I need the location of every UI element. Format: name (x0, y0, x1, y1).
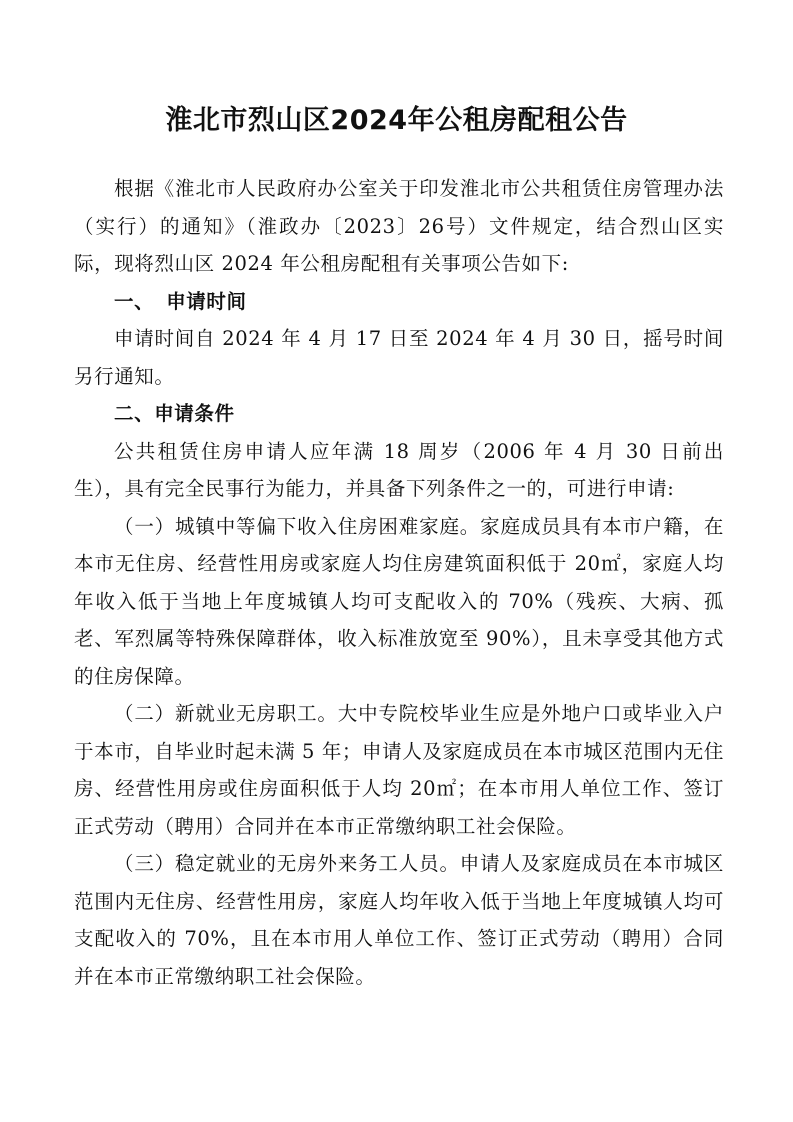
intro-paragraph: 根据《淮北市人民政府办公室关于印发淮北市公共租赁住房管理办法（实行）的通知》（淮政办〔2023〕26号）文件规定，结合烈山区实际，现将烈山区 2024 年公租房配租有关事项公告如下: (74, 177, 724, 275)
section-1-number: 一、 (114, 289, 155, 313)
section-2-heading: 二、申请条件 (114, 402, 235, 425)
condition-item-1: （一）城镇中等偏下收入住房困难家庭。家庭成员具有本市户籍，在本市无住房、经营性用房或家庭人均住房建筑面积低于 20㎡，家庭人均年收入低于当地上年度城镇人均可支配收入的 70%（残疾、大病、孤老、军烈属等特殊保障群体，收入标准放宽至 90%），且未享受其他方式的住房保障。 (74, 514, 724, 688)
section-1-paragraph: 申请时间自 2024 年 4 月 17 日至 2024 年 4 月 30 日，摇号时间另行通知。 (74, 327, 724, 388)
condition-item-3: （三）稳定就业的无房外来务工人员。申请人及家庭成员在本市城区范围内无住房、经营性用房，家庭人均年收入低于当地上年度城镇人均可支配收入的 70%，且在本市用人单位工作、签订正式劳动（聘用）合同并在本市正常缴纳职工社会保险。 (74, 852, 724, 988)
section-1-heading (74, 283, 724, 321)
document-body (74, 170, 724, 995)
section-1-title: 申请时间 (166, 289, 247, 313)
section-2-intro-paragraph: 公共租赁住房申请人应年满 18 周岁（2006 年 4 月 30 日前出生），具有完全民事行为能力，并具备下列条件之一的，可进行申请: (74, 439, 724, 500)
document-title: 淮北市烈山区2024年公租房配租公告 (165, 105, 628, 136)
condition-item-2: （二）新就业无房职工。大中专院校毕业生应是外地户口或毕业入户于本市，自毕业时起未满 5 年；申请人及家庭成员在本市城区范围内无住房、经营性用房或住房面积低于人均 20㎡；在本市用人单位工作、签订正式劳动（聘用）合同并在本市正常缴纳职工社会保险。 (74, 702, 724, 838)
